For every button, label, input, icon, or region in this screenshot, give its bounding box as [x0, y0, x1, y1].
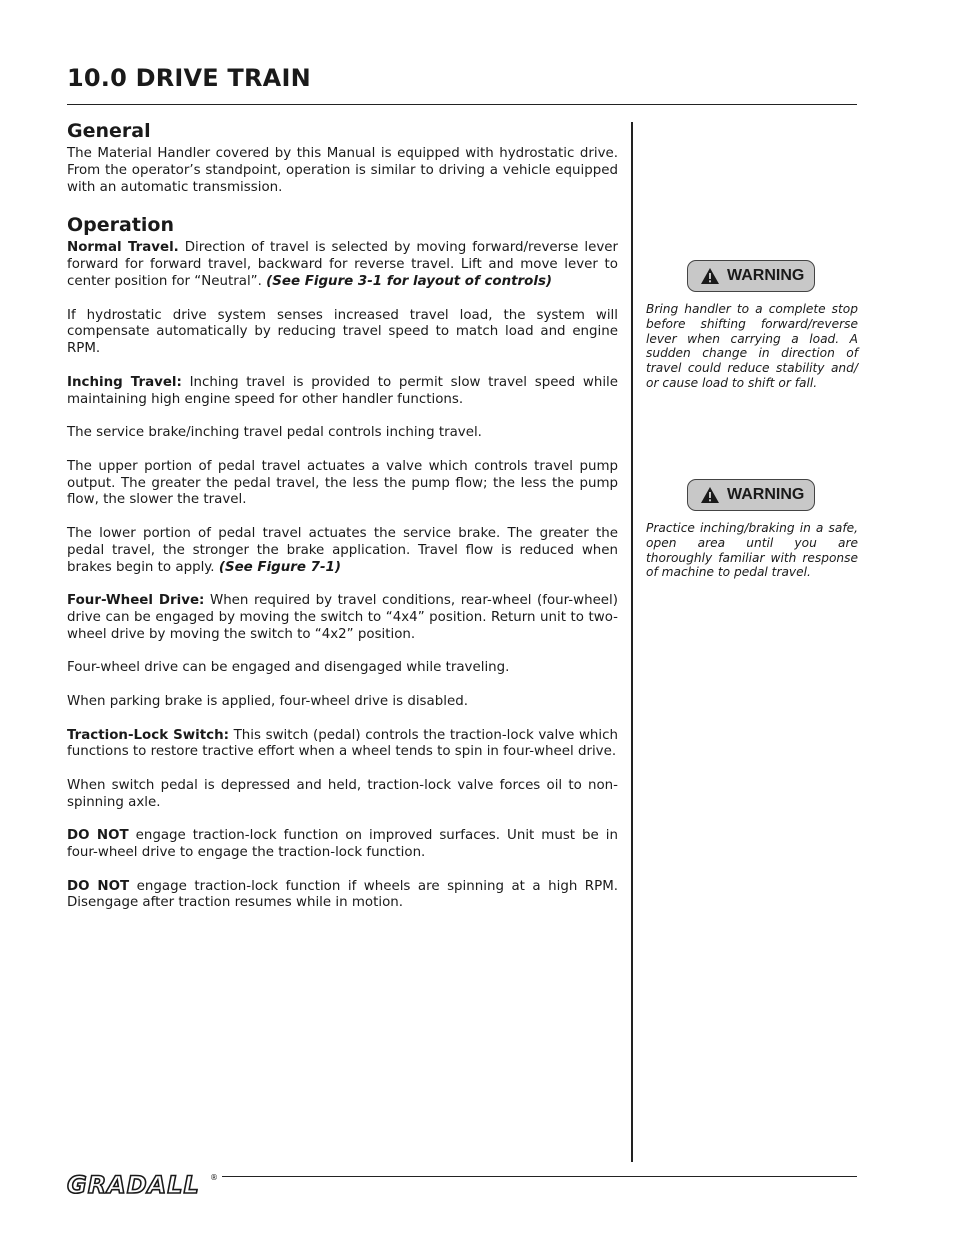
warning-text: Bring handler to a complete stop before shifting forward/reverse lever when carrying a load. A sudden change in direction of travel could reduce stability and/ or cause load to shift or fall.	[646, 302, 858, 390]
inching-travel-paragraph	[67, 375, 618, 409]
column-divider	[631, 122, 633, 1162]
traction-lock-lead: Traction-Lock Switch:	[67, 727, 229, 743]
logo-brand-text: GRADALL	[67, 1171, 200, 1198]
operation-heading: Operation	[67, 214, 175, 237]
warning-badge	[687, 260, 815, 292]
normal-travel-lead: Normal Travel.	[67, 240, 179, 256]
operation-section	[67, 212, 618, 912]
warning-triangle-icon	[700, 267, 720, 285]
page-title: 10.0 DRIVE TRAIN	[67, 64, 311, 92]
do-not-surfaces-text: engage traction-lock function on improved surfaces. Unit must be in four-wheel drive to engage the traction-lock function.	[67, 828, 618, 861]
four-wheel-drive-lead: Four-Wheel Drive:	[67, 593, 205, 609]
footer-divider	[222, 1176, 857, 1177]
figure-3-1-reference: (See Figure 3-1 for layout of controls)	[266, 273, 553, 289]
inching-travel-text: Inching travel is provided to permit slow travel speed while maintaining high engine speed for other handler functions.	[67, 374, 618, 407]
do-not-surfaces-paragraph	[67, 828, 618, 862]
do-not-spinning-paragraph	[67, 879, 618, 913]
travel-load-paragraph: If hydrostatic drive system senses increased travel load, the system will compensate automatically by reducing travel speed to match load and engine RPM.	[67, 307, 618, 357]
general-paragraph: The Material Handler covered by this Manual is equipped with hydrostatic drive. From the operator’s standpoint, operation is similar to driving a vehicle equipped with an automatic transmission.	[67, 146, 618, 195]
inching-travel-lead: Inching Travel:	[67, 374, 182, 390]
warning-text: Practice inching/braking in a safe, open area until you are thoroughly familiar with response of machine to pedal travel.	[646, 521, 858, 580]
figure-7-1-reference: (See Figure 7-1)	[218, 559, 341, 575]
general-heading: General	[67, 120, 151, 142]
traction-lock-text: This switch (pedal) controls the traction-lock valve which functions to restore tractive effort when a wheel tends to spin in four-wheel drive.	[67, 727, 618, 760]
do-not-lead: DO NOT	[67, 828, 129, 844]
upper-pedal-paragraph: The upper portion of pedal travel actuates a valve which controls travel pump output. The greater the pedal travel, the less the pump flow; the less the pump flow, the slower the travel.	[67, 458, 618, 508]
four-wheel-drive-paragraph	[67, 593, 618, 643]
warning-label: WARNING	[727, 486, 805, 503]
lower-pedal-text: The lower portion of pedal travel actuates the service brake. The greater the pedal travel, the stronger the brake application. Travel flow is reduced when brakes begin to apply.	[67, 525, 618, 575]
four-wheel-drive-text: When required by travel conditions, rear-wheel (four-wheel) drive can be engaged by moving the switch to “4x4” position. Return unit to two-wheel drive by moving the switch to “4x2” position.	[67, 593, 618, 642]
logo-trademark: ®	[210, 1173, 218, 1182]
warning-label: WARNING	[727, 267, 805, 284]
normal-travel-text: Direction of travel is selected by moving forward/reverse lever forward for forward travel, backward for reverse travel. Lift and move lever to center position for “Neutral”.	[67, 240, 618, 289]
four-wheel-engage-paragraph: Four-wheel drive can be engaged and disengaged while traveling.	[67, 660, 510, 676]
do-not-spinning-text: engage traction-lock function if wheels are spinning at a high RPM. Disengage after traction resumes while in motion.	[67, 878, 618, 911]
normal-travel-paragraph	[67, 240, 618, 290]
warning-badge	[687, 479, 815, 511]
lower-pedal-paragraph	[67, 526, 618, 576]
general-section	[67, 118, 618, 196]
warning-triangle-icon	[700, 486, 720, 504]
warning-block-inching	[646, 479, 858, 580]
traction-lock-paragraph	[67, 728, 618, 762]
gradall-logo	[67, 1168, 219, 1202]
main-column	[67, 118, 618, 912]
traction-lock-held-paragraph: When switch pedal is depressed and held, traction-lock valve forces oil to non-spinning axle.	[67, 777, 618, 810]
warning-block-shifting	[646, 260, 858, 391]
title-divider	[67, 104, 857, 105]
inching-pedal-paragraph: The service brake/inching travel pedal controls inching travel.	[67, 425, 482, 441]
gradall-logo-mark	[67, 1168, 219, 1198]
do-not-lead: DO NOT	[67, 878, 130, 894]
four-wheel-parking-paragraph: When parking brake is applied, four-wheel drive is disabled.	[67, 693, 468, 709]
